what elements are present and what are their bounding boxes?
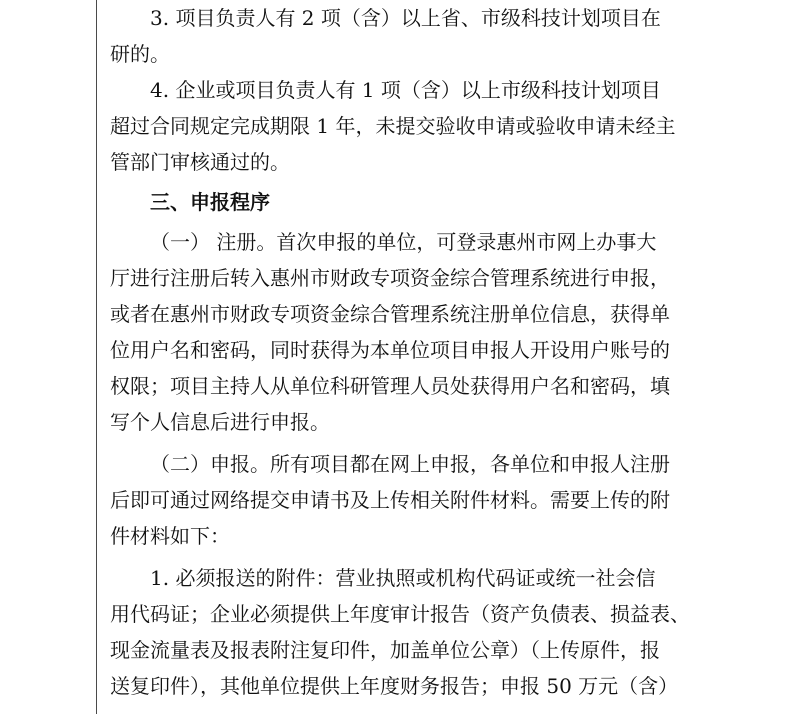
section-heading: 三、申报程序 [150, 190, 270, 214]
paragraph-line: 件材料如下： [110, 524, 230, 548]
paragraph-line: （二）申报。所有项目都在网上申报，各单位和申报人注册 [150, 452, 670, 476]
paragraph-line: 或者在惠州市财政专项资金综合管理系统注册单位信息，获得单 [110, 302, 670, 326]
paragraph-line: 厅进行注册后转入惠州市财政专项资金综合管理系统进行申报， [110, 266, 670, 290]
paragraph-line: 研的。 [110, 42, 170, 66]
paragraph-line: 位用户名和密码，同时获得为本单位项目申报人开设用户账号的 [110, 338, 670, 362]
paragraph-line: 权限；项目主持人从单位科研管理人员处获得用户名和密码，填 [110, 374, 670, 398]
paragraph-line: 送复印件），其他单位提供上年度财务报告；申报 50 万元（含） [110, 674, 679, 698]
paragraph-line: 写个人信息后进行申报。 [110, 410, 330, 434]
paragraph-line: 超过合同规定完成期限 1 年，未提交验收申请或验收申请未经主 [110, 114, 676, 138]
page-margin-rule [96, 0, 97, 714]
paragraph-line: （一） 注册。首次申报的单位，可登录惠州市网上办事大 [150, 230, 657, 254]
paragraph-line: 现金流量表及报表附注复印件，加盖单位公章）（上传原件，报 [110, 638, 660, 662]
paragraph-line: 管部门审核通过的。 [110, 150, 290, 174]
paragraph-line: 后即可通过网络提交申请书及上传相关附件材料。需要上传的附 [110, 488, 670, 512]
paragraph-line: 4. 企业或项目负责人有 1 项（含）以上市级科技计划项目 [150, 78, 661, 102]
paragraph-line: 用代码证；企业必须提供上年度审计报告（资产负债表、损益表、 [110, 602, 690, 626]
paragraph-line: 3. 项目负责人有 2 项（含）以上省、市级科技计划项目在 [150, 6, 661, 30]
paragraph-line: 1. 必须报送的附件：营业执照或机构代码证或统一社会信 [150, 566, 656, 590]
